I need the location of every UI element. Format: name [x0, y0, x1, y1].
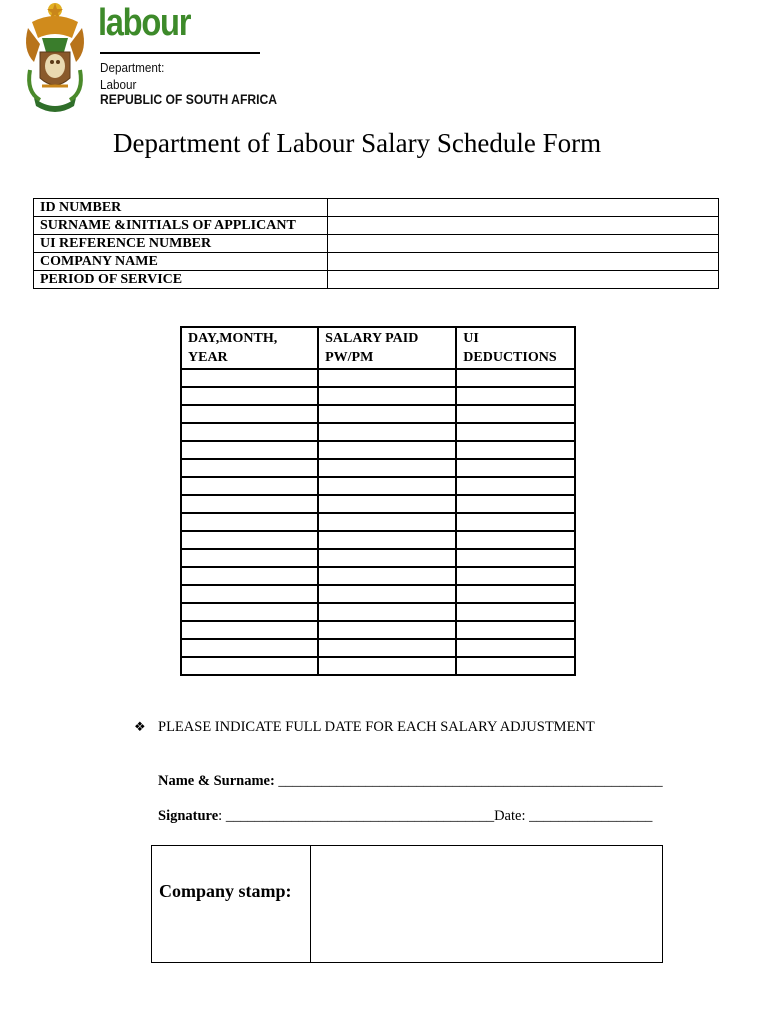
salary-schedule-table — [180, 326, 576, 676]
signature-colon: : — [218, 808, 223, 824]
date-cell[interactable] — [181, 603, 318, 621]
date-cell[interactable] — [181, 513, 318, 531]
diamond-bullet-icon: ❖ — [134, 720, 146, 735]
salary-cell[interactable] — [318, 405, 456, 423]
info-label: UI REFERENCE NUMBER — [34, 235, 328, 253]
ui-deduction-cell[interactable] — [456, 603, 575, 621]
info-row — [34, 235, 719, 253]
ui-deduction-cell[interactable] — [456, 639, 575, 657]
instruction-note — [134, 719, 595, 736]
salary-cell[interactable] — [318, 531, 456, 549]
stamp-area[interactable] — [311, 846, 662, 962]
date-cell[interactable] — [181, 549, 318, 567]
date-cell[interactable] — [181, 459, 318, 477]
salary-row — [181, 657, 575, 675]
coat-of-arms-icon — [20, 0, 90, 118]
ui-deduction-cell[interactable] — [456, 495, 575, 513]
info-label: ID NUMBER — [34, 199, 328, 217]
info-value-field[interactable] — [328, 271, 719, 289]
date-cell[interactable] — [181, 567, 318, 585]
brand-divider — [100, 52, 260, 54]
stamp-label-cell — [152, 846, 311, 962]
salary-row — [181, 621, 575, 639]
salary-cell[interactable] — [318, 567, 456, 585]
col-header-salary — [318, 327, 456, 369]
salary-cell[interactable] — [318, 441, 456, 459]
ui-deduction-cell[interactable] — [456, 585, 575, 603]
applicant-info-table — [33, 198, 719, 289]
name-surname-line — [158, 773, 663, 790]
date-cell[interactable] — [181, 477, 318, 495]
instruction-text: PLEASE INDICATE FULL DATE FOR EACH SALARY ADJUSTMENT — [158, 719, 595, 735]
ui-deduction-cell[interactable] — [456, 549, 575, 567]
salary-row — [181, 423, 575, 441]
salary-cell[interactable] — [318, 369, 456, 387]
info-value-field[interactable] — [328, 199, 719, 217]
salary-cell[interactable] — [318, 495, 456, 513]
salary-cell[interactable] — [318, 603, 456, 621]
signature-line — [158, 808, 652, 825]
info-row — [34, 253, 719, 271]
salary-row — [181, 387, 575, 405]
ui-deduction-cell[interactable] — [456, 657, 575, 675]
date-cell[interactable] — [181, 531, 318, 549]
ui-deduction-cell[interactable] — [456, 441, 575, 459]
col-header-salary-line2: PW/PM — [325, 350, 374, 365]
ui-deduction-cell[interactable] — [456, 621, 575, 639]
ui-deduction-cell[interactable] — [456, 387, 575, 405]
info-label: PERIOD OF SERVICE — [34, 271, 328, 289]
date-cell[interactable] — [181, 387, 318, 405]
date-cell[interactable] — [181, 423, 318, 441]
date-cell[interactable] — [181, 621, 318, 639]
department-logo — [20, 0, 278, 118]
salary-row — [181, 441, 575, 459]
salary-cell[interactable] — [318, 549, 456, 567]
salary-row — [181, 513, 575, 531]
salary-cell[interactable] — [318, 513, 456, 531]
ui-deduction-cell[interactable] — [456, 567, 575, 585]
salary-cell[interactable] — [318, 585, 456, 603]
info-row — [34, 217, 719, 235]
info-row — [34, 199, 719, 217]
salary-row — [181, 567, 575, 585]
salary-header-row — [181, 327, 575, 369]
dept-line-2: Labour — [100, 77, 137, 92]
info-value-field[interactable] — [328, 253, 719, 271]
salary-row — [181, 639, 575, 657]
salary-table-body — [181, 369, 575, 675]
company-stamp-box — [151, 845, 663, 963]
date-cell[interactable] — [181, 441, 318, 459]
salary-row — [181, 495, 575, 513]
date-cell[interactable] — [181, 405, 318, 423]
ui-deduction-cell[interactable] — [456, 459, 575, 477]
col-header-salary-line1: SALARY PAID — [325, 331, 419, 346]
date-cell[interactable] — [181, 369, 318, 387]
col-header-ui-line1: UI — [463, 331, 479, 346]
ui-deduction-cell[interactable] — [456, 513, 575, 531]
salary-row — [181, 459, 575, 477]
col-header-date-line2: YEAR — [188, 350, 228, 365]
ui-deduction-cell[interactable] — [456, 477, 575, 495]
ui-deduction-cell[interactable] — [456, 405, 575, 423]
col-header-ui-deductions — [456, 327, 575, 369]
salary-cell[interactable] — [318, 621, 456, 639]
signature-field[interactable]: _____________________________________ — [225, 808, 495, 824]
page-title: Department of Labour Salary Schedule Form — [113, 128, 602, 158]
info-label: COMPANY NAME — [34, 253, 328, 271]
salary-cell[interactable] — [318, 657, 456, 675]
info-value-field[interactable] — [328, 235, 719, 253]
date-cell[interactable] — [181, 639, 318, 657]
salary-row — [181, 585, 575, 603]
salary-cell[interactable] — [318, 459, 456, 477]
col-header-ui-line2: DEDUCTIONS — [463, 350, 557, 365]
ui-deduction-cell[interactable] — [456, 423, 575, 441]
salary-cell[interactable] — [318, 639, 456, 657]
salary-row — [181, 603, 575, 621]
brand-wordmark: labour — [98, 2, 191, 44]
signature-label: Signature — [158, 808, 219, 824]
salary-cell[interactable] — [318, 423, 456, 441]
dept-line-3: REPUBLIC OF SOUTH AFRICA — [100, 92, 278, 107]
salary-cell[interactable] — [318, 477, 456, 495]
date-cell[interactable] — [181, 585, 318, 603]
info-row — [34, 271, 719, 289]
col-header-date-line1: DAY,MONTH, — [188, 331, 278, 346]
stamp-label: Company stamp: — [159, 881, 292, 901]
salary-row — [181, 477, 575, 495]
salary-row — [181, 405, 575, 423]
salary-cell[interactable] — [318, 387, 456, 405]
salary-row — [181, 531, 575, 549]
name-surname-label: Name & Surname: — [158, 773, 275, 789]
date-cell[interactable] — [181, 657, 318, 675]
name-surname-field[interactable]: _____________________________________________________ — [278, 773, 663, 789]
info-value-field[interactable] — [328, 217, 719, 235]
date-label: Date: — [494, 808, 526, 824]
salary-row — [181, 369, 575, 387]
date-field[interactable]: _________________ — [529, 808, 653, 824]
col-header-date — [181, 327, 318, 369]
date-cell[interactable] — [181, 495, 318, 513]
info-label: SURNAME &INITIALS OF APPLICANT — [34, 217, 328, 235]
ui-deduction-cell[interactable] — [456, 369, 575, 387]
dept-line-1: Department: — [100, 60, 165, 75]
salary-row — [181, 549, 575, 567]
ui-deduction-cell[interactable] — [456, 531, 575, 549]
